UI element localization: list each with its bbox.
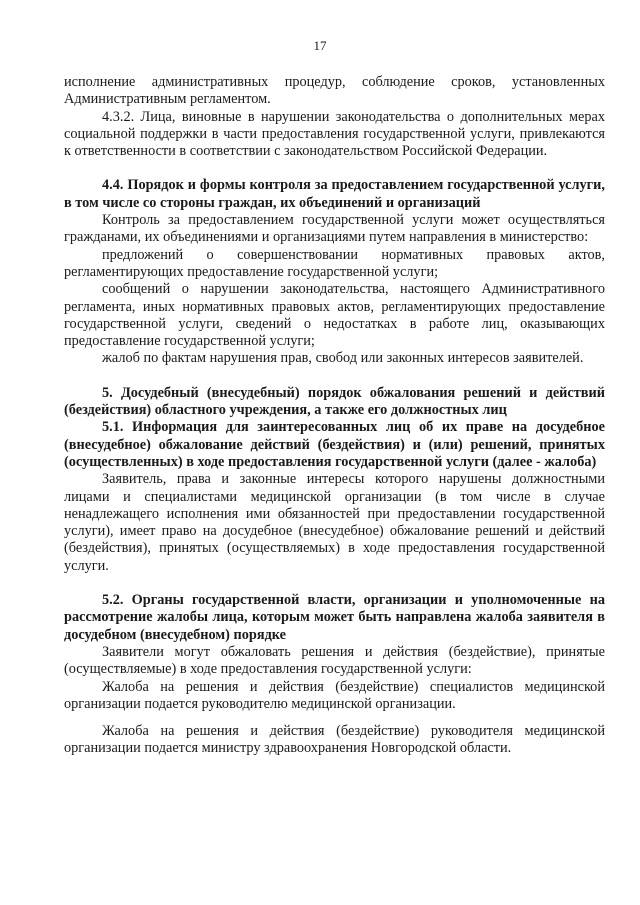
section-heading-5-1: 5.1. Информация для заинтересованных лиц об их праве на досудебное (внесудебное) обжалование действий (бездействия) и (или) решений, принятых (осуществленных) в ходе предоставления государственной услуги (далее - жалоба) (64, 419, 605, 470)
paragraph: жалоб по фактам нарушения прав, свобод или законных интересов заявителей. (102, 350, 584, 367)
paragraph: Заявитель, права и законные интересы которого нарушены должностными лицами и специалистами медицинской организации (в том числе в случае ненадлежащего исполнения ими обязанностей при предоставлении государственной услуги), имеет право на досудебное (внесудебное) обжалование решений и действий (бездействия), принятых (осуществляемых) в ходе предоставления государственной услуги. (64, 471, 605, 574)
paragraph: Жалоба на решения и действия (бездействие) руководителя медицинской организации подается министру здравоохранения Новгородской области. (64, 723, 605, 757)
paragraph: Заявители могут обжаловать решения и действия (бездействие), принятые (осуществляемые) в ходе предоставления государственной услуги: (64, 643, 605, 678)
paragraph: Жалоба на решения и действия (бездействие) специалистов медицинской организации подается руководителю медицинской организации. (64, 678, 605, 712)
paragraph: предложений о совершенствовании нормативных правовых актов, регламентирующих предоставление государственной услуги; (64, 246, 605, 280)
paragraph: исполнение административных процедур, соблюдение сроков, установленных Административным регламентом. (64, 74, 605, 108)
paragraph: Контроль за предоставлением государственной услуги может осуществляться гражданами, их объединениями и организациями путем направления в министерство: (64, 212, 605, 246)
paragraph: сообщений о нарушении законодательства, настоящего Административного регламента, иных нормативных правовых актов, регламентирующих предоставление государственной услуги, сведений о недостатках в работе лиц, оказывающих предоставление государственной услуги; (64, 281, 605, 350)
section-heading-5: 5. Досудебный (внесудебный) порядок обжалования решений и действий (бездействия) областного учреждения, а также его должностных лиц (64, 384, 605, 419)
section-heading-5-2: 5.2. Органы государственной власти, организации и уполномоченные на рассмотрение жалобы лица, которым может быть направлена жалоба заявителя в досудебном (внесудебном) порядке (64, 592, 605, 643)
paragraph: 4.3.2. Лица, виновные в нарушении законодательства о дополнительных мерах социальной поддержки в части предоставления государственной услуги, привлекаются к ответственности в соответствии с законодательством Российской Федерации. (64, 108, 605, 160)
page-number: 17 (313, 38, 327, 53)
section-heading-4-4: 4.4. Порядок и формы контроля за предоставлением государственной услуги, в том числе со стороны граждан, их объединений и организаций (64, 177, 605, 211)
document-body (64, 74, 605, 758)
